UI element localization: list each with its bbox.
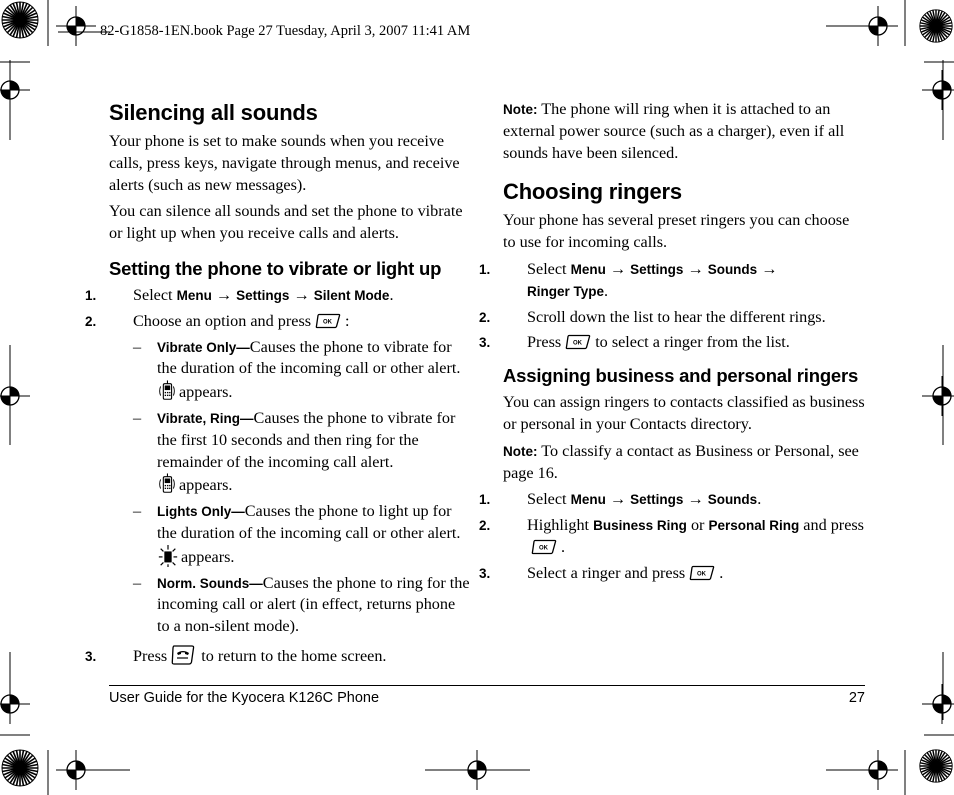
registration-target-bottom-center [457,750,497,790]
option-lights-only: – Lights Only—Causes the phone to light up for the duration of the incoming call or other alert. appears. [133,502,461,566]
intro-paragraph-1: Your phone is set to make sounds when you receive calls, press keys, navigate through menus, and receive alerts (such as new messages). [109,132,460,194]
silent-mode-keyword: Silent Mode [313,287,390,303]
step-3-select-ringer: 3. Press to select a ringer from the list. [503,332,865,354]
menu-keyword: Menu [570,492,606,508]
menu-keyword: Menu [570,261,606,277]
settings-keyword: Settings [630,261,684,277]
arrow-icon: → [293,285,310,304]
intro-paragraph-2: You can silence all sounds and set the phone to vibrate or light up when you receive calls and alerts. [109,202,463,243]
step-number: 1. [479,261,491,277]
business-ring-keyword: Business Ring [593,518,687,534]
starburst-mark-top-left [0,0,40,40]
ringer-type-keyword: Ringer Type [527,283,605,299]
registration-target-right-lower [922,684,954,724]
option-vibrate-ring: – Vibrate, Ring—Causes the phone to vibrate for the first 10 seconds and then ring for the remainder of the incoming call alert. appears. [133,408,456,495]
note-external-power: Note: The phone will ring when it is attached to an external power source (such as a charger), even if all sounds have been silenced. [503,100,845,162]
step-3-return-home: 3. Press to return to the home screen. [109,644,471,668]
left-column [85,99,471,672]
step-3-select-and-press: 3. Select a ringer and press . [503,563,865,585]
registration-target-bottom-right [858,750,898,790]
registration-target-bottom-left [56,750,96,790]
option-label: Vibrate Only— [157,339,250,355]
arrow-icon: → [609,259,627,278]
registration-target-right-upper [922,70,954,110]
option-label: Norm. Sounds— [157,575,263,591]
settings-keyword: Settings [630,492,684,508]
step-number: 1. [85,287,97,303]
arrow-icon: → [687,259,704,278]
step-2-highlight: 2. Highlight Business Ring or Personal Ring and press. [479,516,864,556]
section-title-silencing: Silencing all sounds [109,100,318,125]
registration-target-left-middle [0,376,30,416]
registration-target-left-lower [0,684,30,724]
right-column [479,99,865,589]
starburst-mark-bottom-left [0,748,40,788]
vibrate-icon [157,380,177,402]
arrow-icon: → [687,490,704,509]
step-1-sounds: 1. Select Menu → Settings → Sounds. [503,489,865,511]
ok-key-icon [689,565,715,581]
page-number: 27 [848,690,865,706]
sounds-keyword: Sounds [707,492,758,508]
registration-target-right-middle [922,376,954,416]
arrow-icon: → [215,285,233,304]
option-label: Vibrate, Ring— [157,410,254,426]
ok-key-icon [565,334,591,350]
arrow-icon: → [609,490,627,509]
vibrate-icon [157,473,177,495]
note-label: Note: [503,102,538,117]
footer-rule [109,685,865,686]
note-label: Note: [503,443,538,459]
option-vibrate-only: – Vibrate Only—Causes the phone to vibrate for the duration of the incoming call or other alert. appears. [133,337,461,402]
subsection-title-vibrate: Setting the phone to vibrate or light up [109,257,442,279]
settings-keyword: Settings [236,287,290,303]
ok-key-icon [315,313,341,329]
footer-guide-title: User Guide for the Kyocera K126C Phone [109,690,380,706]
subsection-title-business-personal: Assigning business and personal ringers [503,365,859,387]
ringers-intro: Your phone has several preset ringers you can choose to use for incoming calls. [503,211,850,252]
step-number: 2. [479,309,491,325]
starburst-mark-bottom-right [918,748,954,784]
personal-ring-keyword: Personal Ring [708,518,800,534]
assign-paragraph: You can assign ringers to contacts classified as business or personal in your Contacts directory. [503,393,865,433]
lights-icon [157,545,179,567]
option-norm-sounds: – Norm. Sounds—Causes the phone to ring for the incoming call or alert (in effect, returns phone to a non-silent mode). [133,573,470,636]
sounds-keyword: Sounds [707,261,758,277]
book-info-header: 82-G1858-1EN.book Page 27 Tuesday, April 3, 2007 11:41 AM [100,23,471,39]
end-key-icon [171,644,195,666]
step-2-choose-option: 2. Choose an option and press : [109,311,471,333]
ok-key-icon [531,539,557,555]
step-number: 2. [479,518,491,534]
registration-target-top-left [56,6,96,46]
step-1-silent-mode: 1. Select Menu → Settings → Silent Mode. [109,285,471,307]
section-title-ringers: Choosing ringers [503,179,682,205]
step-number: 3. [479,335,491,351]
step-2-scroll: 2. Scroll down the list to hear the different rings. [503,307,865,329]
option-label: Lights Only— [157,504,245,520]
step-number: 2. [85,313,97,329]
arrow-icon: → [761,259,778,278]
step-number: 3. [479,565,491,581]
registration-target-top-right [858,6,898,46]
menu-keyword: Menu [176,287,212,303]
step-1-ringer-type: 1. Select Menu → Settings → Sounds → Ringer Type. [479,259,778,300]
note-classify-contact: Note: To classify a contact as Business or Personal, see page 16. [503,441,859,482]
step-number: 1. [479,492,491,508]
starburst-mark-top-right [918,8,954,44]
step-number: 3. [85,648,97,664]
registration-target-left-upper [0,70,30,110]
